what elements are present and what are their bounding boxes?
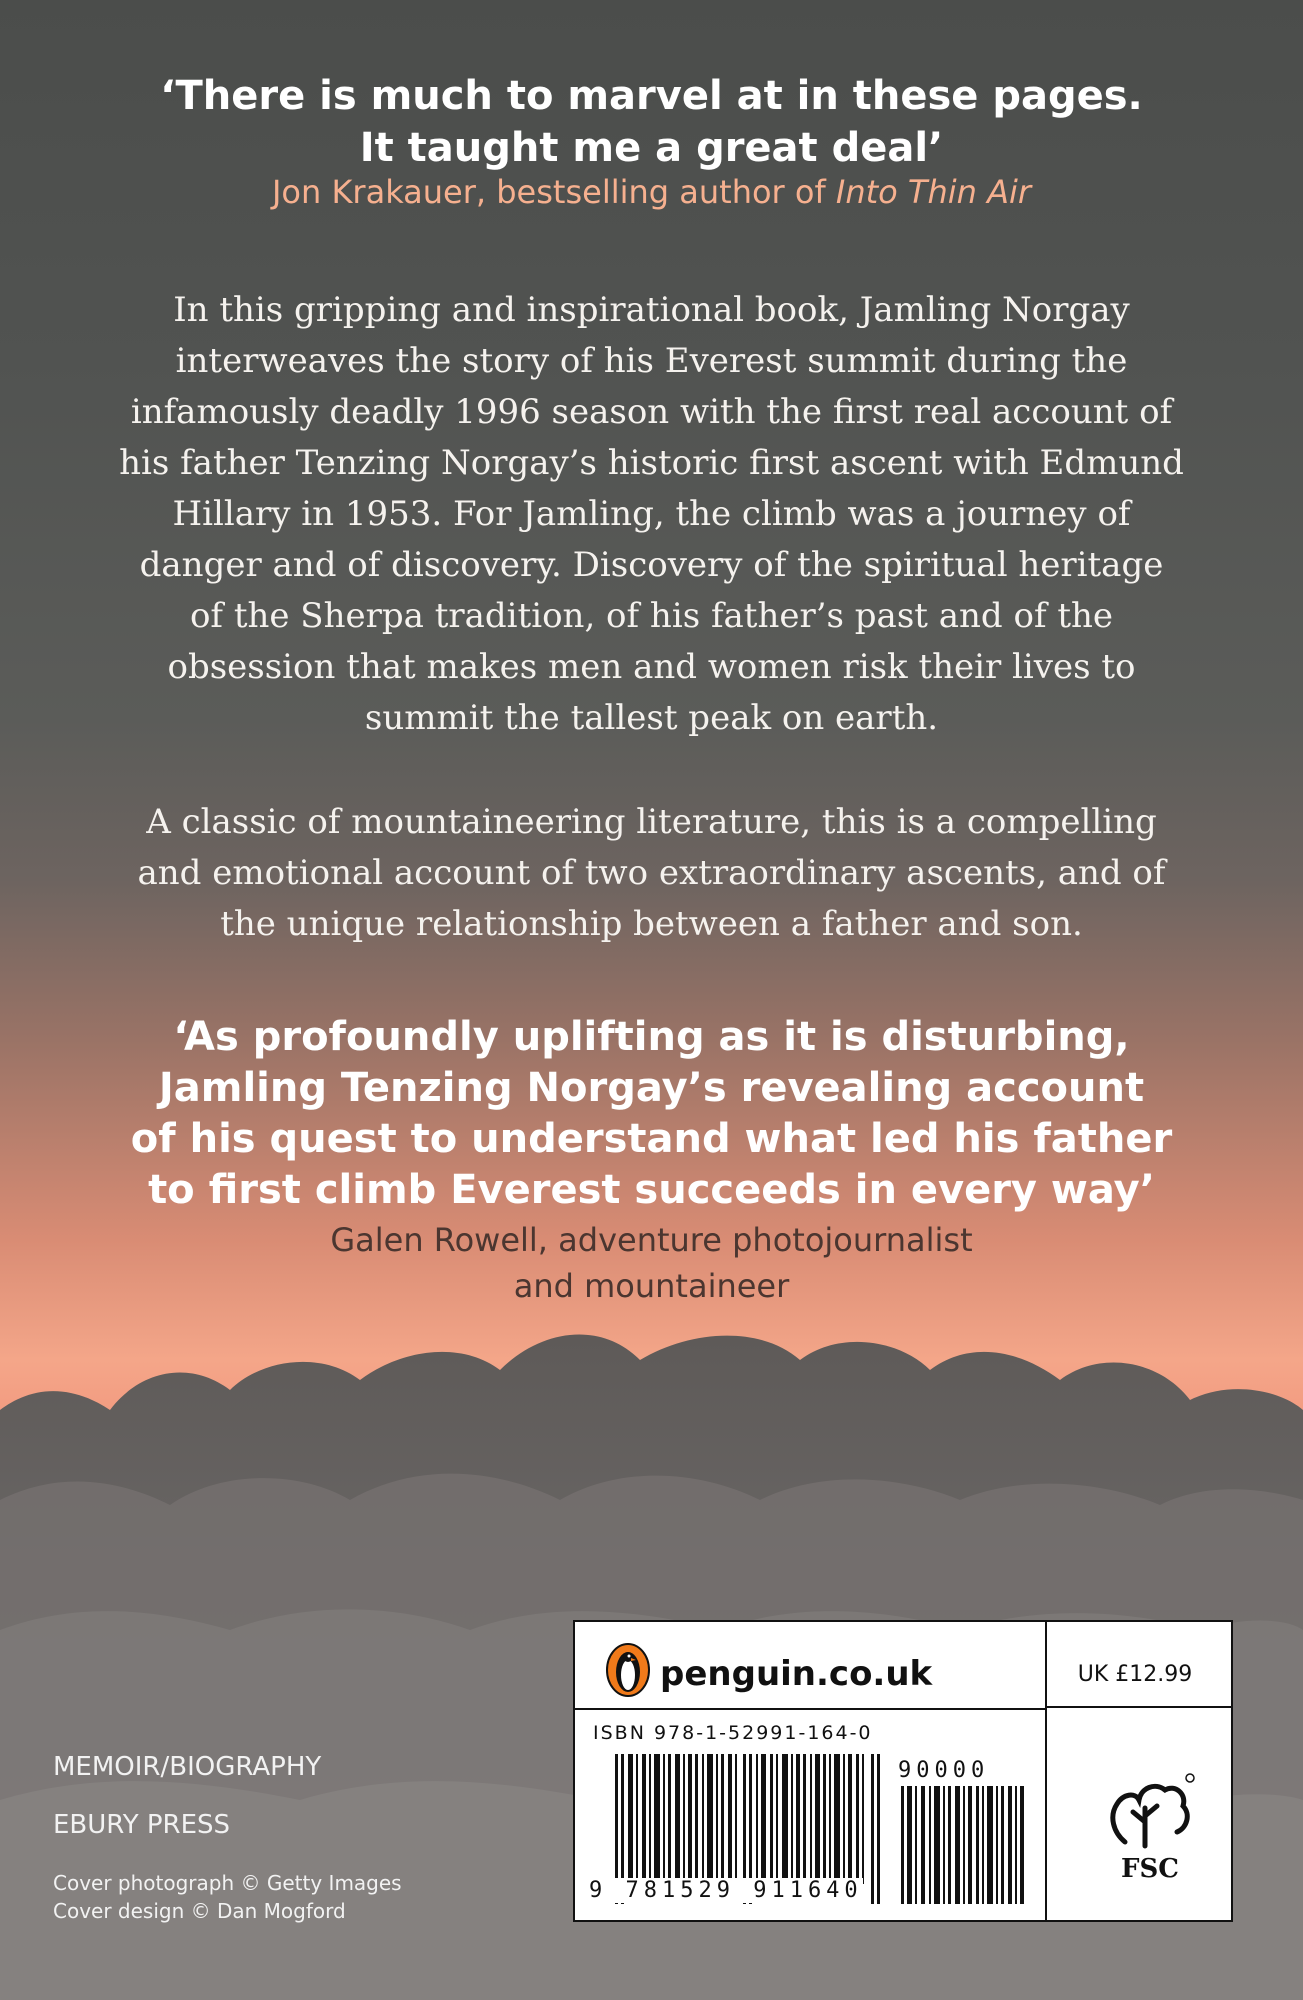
blurb-line: In this gripping and inspirational book, Jamling Norgay	[173, 290, 1130, 330]
blurb-line: danger and of discovery. Discovery of the spiritual heritage	[139, 545, 1164, 585]
quote-line: ‘As profoundly uplifting as it is disturbing,	[173, 1014, 1130, 1060]
blurb-line: interweaves the story of his Everest summit during the	[175, 341, 1128, 381]
addon-barcode	[901, 1786, 1026, 1904]
blurb-line: obsession that makes men and women risk their lives to	[167, 647, 1136, 687]
fsc-tree-icon	[1095, 1772, 1195, 1852]
barcode-panel	[573, 1620, 1233, 1922]
blurb-line: his father Tenzing Norgay’s historic first ascent with Edmund	[119, 443, 1184, 483]
attribution-book-title: Into Thin Air	[835, 173, 1032, 211]
genre-label: MEMOIR/BIOGRAPHY	[53, 1752, 322, 1782]
blurb-paragraph-1	[0, 285, 1303, 744]
attribution-text: Jon Krakauer, bestselling author of	[271, 173, 836, 211]
imprint-label: EBURY PRESS	[53, 1810, 231, 1840]
bottom-review-quote	[0, 1012, 1303, 1216]
blurb-line: A classic of mountaineering literature, this is a compelling	[146, 802, 1157, 842]
top-quote-attribution	[0, 170, 1303, 214]
blurb-line: of the Sherpa tradition, of his father’s past and of the	[189, 596, 1114, 636]
attribution-line: and mountaineer	[513, 1267, 790, 1305]
bottom-quote-attribution	[0, 1217, 1303, 1309]
quote-line: It taught me a great deal’	[359, 125, 944, 171]
isbn-number: ISBN 978-1-52991-164-0	[593, 1722, 873, 1744]
blurb-line: the unique relationship between a father and son.	[220, 904, 1083, 944]
quote-line: Jamling Tenzing Norgay’s revealing account	[158, 1065, 1145, 1111]
quote-line: of his quest to understand what led his father	[130, 1116, 1173, 1162]
design-credit: Cover design © Dan Mogford	[53, 1899, 346, 1923]
blurb-paragraph-2	[0, 797, 1303, 950]
quote-line: to first climb Everest succeeds in every way’	[148, 1167, 1155, 1213]
top-review-quote	[0, 70, 1303, 174]
blurb-line: infamously deadly 1996 season with the first real account of	[130, 392, 1173, 432]
attribution-line: Galen Rowell, adventure photojournalist	[330, 1221, 973, 1259]
ean-digits: 9 781529 911640	[589, 1878, 863, 1903]
publisher-website: penguin.co.uk	[660, 1654, 933, 1694]
addon-digits: 90000	[898, 1758, 990, 1783]
blurb-line: and emotional account of two extraordinary ascents, and of	[137, 853, 1166, 893]
blurb-line: Hillary in 1953. For Jamling, the climb was a journey of	[172, 494, 1131, 534]
photo-credit: Cover photograph © Getty Images	[53, 1871, 402, 1895]
price-label: UK £12.99	[1077, 1662, 1193, 1687]
quote-line: ‘There is much to marvel at in these pages.	[160, 73, 1143, 119]
blurb-line: summit the tallest peak on earth.	[364, 698, 939, 738]
penguin-logo-icon	[605, 1642, 651, 1698]
fsc-label: FSC	[1121, 1854, 1179, 1884]
